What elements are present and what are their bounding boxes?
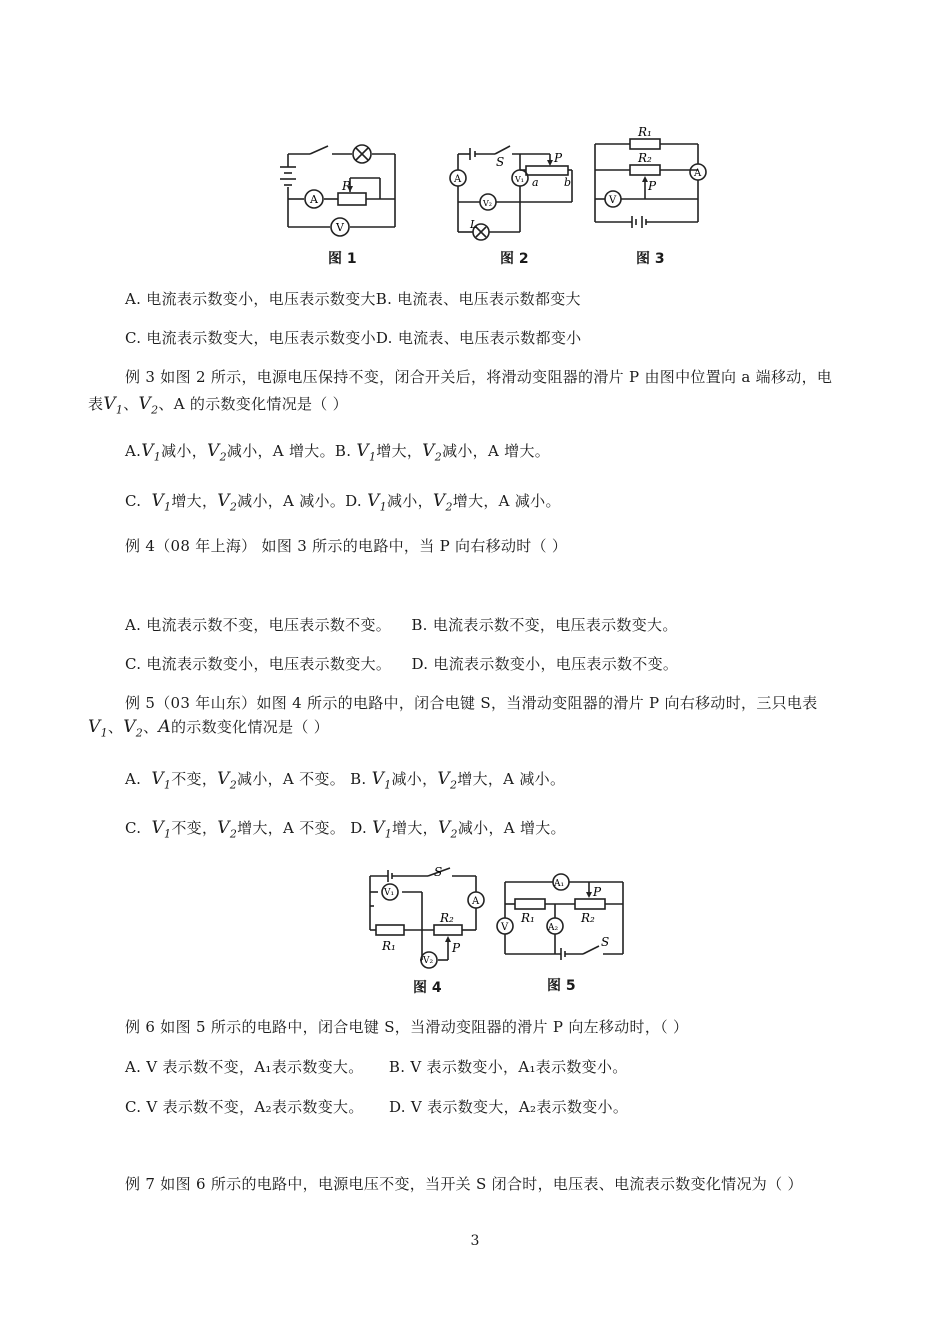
q6-option-b: B. V 表示数变小，A₁表示数变小。 bbox=[388, 1058, 628, 1076]
fig2-label-v2: V₂ bbox=[483, 199, 492, 208]
fig5-label-p: P bbox=[593, 885, 602, 899]
q6-option-a: A. V 表示数不变，A₁表示数变大。 bbox=[125, 1058, 364, 1076]
fig4-label-amm: A bbox=[472, 896, 480, 907]
fig5-label-a2: A₂ bbox=[548, 923, 559, 933]
figure-1 bbox=[270, 132, 410, 267]
fig4-label-r1: R₁ bbox=[382, 939, 396, 953]
q4-option-b: B. 电流表示数不变，电压表示数变大。 bbox=[411, 616, 678, 634]
symbol-v1: $V_1$ bbox=[151, 769, 172, 792]
symbol-a: A bbox=[158, 717, 171, 737]
q5-options-ab: A. $V_1$不变，$V_2$减小，A 不变。 B. $V_1$减小，$V_2$增大，A 减小。 bbox=[125, 769, 566, 792]
q6-options-row-2 bbox=[125, 1096, 628, 1117]
fig1-caption: 图 1 bbox=[328, 251, 357, 267]
fig5-label-v: V bbox=[501, 922, 509, 933]
q5-stem-post: 的示数变化情况是（ ） bbox=[170, 718, 330, 736]
symbol-v1: $V_1$ bbox=[141, 441, 162, 464]
fig3-caption: 图 3 bbox=[636, 251, 665, 267]
q2-option-a: A. 电流表示数变小，电压表示数变大 bbox=[125, 290, 376, 308]
figure-4 bbox=[362, 862, 494, 974]
q4-options-row-1 bbox=[125, 614, 678, 635]
q3-options-ab: $A.V_1$减小，$V_2$减小，A 增大。B. $V_1$增大，$V_2$减小，A 增大。 bbox=[125, 441, 551, 464]
q6-stem: 例 6 如图 5 所示的电路中，闭合电键 S，当滑动变阻器的滑片 P 向左移动时，（ ） bbox=[125, 1018, 689, 1036]
q4-options-row-2 bbox=[125, 653, 678, 674]
fig5-label-r1: R₁ bbox=[521, 911, 535, 925]
q3-stem-pre: 表 bbox=[88, 395, 104, 413]
fig2-caption: 图 2 bbox=[500, 251, 529, 267]
symbol-v1: $V_1$ bbox=[367, 491, 387, 514]
symbol-v2: $V_2$ bbox=[437, 818, 458, 841]
symbol-v1: $V_1$ bbox=[372, 818, 393, 841]
q7-stem: 例 7 如图 6 所示的电路中，电源电压不变，当开关 S 闭合时，电压表、电流表示数变化情况为（ ） bbox=[125, 1175, 803, 1193]
q6-option-d: D. V 表示数变大，A₂表示数变小。 bbox=[388, 1098, 629, 1116]
symbol-v2: $V_2$ bbox=[217, 818, 238, 841]
fig1-label-a: A bbox=[310, 193, 318, 206]
symbol-v1: $V_1$ bbox=[371, 769, 392, 792]
fig1-label-p: P bbox=[342, 179, 351, 193]
fig3-label-r1: R₁ bbox=[638, 125, 652, 139]
fig3-label-p: P bbox=[648, 179, 657, 193]
q4-option-a: A. 电流表示数不变，电压表示数不变。 bbox=[125, 616, 392, 634]
q2-option-c: C. 电流表示数变大，电压表示数变小 bbox=[125, 329, 376, 347]
fig2-label-l: L bbox=[470, 218, 478, 231]
figure-2 bbox=[440, 140, 590, 260]
fig5-label-r2: R₂ bbox=[581, 911, 595, 925]
fig3-label-r2: R₂ bbox=[638, 151, 652, 165]
fig5-caption: 图 5 bbox=[547, 978, 576, 994]
symbol-v1: $V_1$ bbox=[151, 491, 172, 514]
fig4-label-v1: V₁ bbox=[384, 888, 395, 898]
symbol-v2: $V_2$ bbox=[432, 491, 453, 514]
q2-option-b: B. 电流表、电压表示数都变大 bbox=[375, 290, 581, 308]
q5-options-cd: C. $V_1$不变，$V_2$增大，A 不变。 D. $V_1$增大，$V_2$减小，A 增大。 bbox=[125, 818, 566, 841]
symbol-v1: $V_1$ bbox=[88, 717, 108, 740]
fig2-label-amm: A bbox=[454, 174, 462, 185]
q4-option-d: D. 电流表示数变小，电压表示数不变。 bbox=[411, 655, 679, 673]
symbol-v2: $V_2$ bbox=[207, 441, 227, 464]
q6-option-c: C. V 表示数不变，A₂表示数变大。 bbox=[125, 1098, 364, 1116]
fig3-label-amm: A bbox=[694, 168, 702, 179]
q3-stem-line-2: 表$V_1$、$V_2$、A 的示数变化情况是（ ） bbox=[88, 394, 348, 417]
fig3-label-v: V bbox=[609, 195, 617, 206]
q6-options-row-1 bbox=[125, 1056, 628, 1077]
q4-option-c: C. 电流表示数变小，电压表示数变大。 bbox=[125, 655, 392, 673]
q3-options-cd: C. $V_1$增大，$V_2$减小，A 减小。D. $V_1$减小，$V_2$增大，A 减小。 bbox=[125, 491, 561, 514]
symbol-v2: $V_2$ bbox=[138, 394, 159, 417]
fig1-label-v: V bbox=[336, 221, 344, 234]
q2-option-d: D. 电流表、电压表示数都变小 bbox=[375, 329, 582, 347]
q4-stem: 例 4（08 年上海） 如图 3 所示的电路中，当 P 向右移动时（ ） bbox=[125, 537, 568, 555]
fig4-caption: 图 4 bbox=[413, 980, 442, 996]
fig2-label-b: b bbox=[564, 176, 572, 189]
fig4-label-r2: R₂ bbox=[440, 911, 454, 925]
q3-stem-post: 、A 的示数变化情况是（ ） bbox=[158, 395, 348, 413]
fig4-label-s: S bbox=[434, 865, 443, 879]
symbol-v1: $V_1$ bbox=[356, 441, 377, 464]
fig4-label-p: P bbox=[452, 941, 461, 955]
q2-options-row-2 bbox=[125, 327, 581, 348]
fig2-label-a: a bbox=[532, 176, 539, 189]
fig4-label-v2: V₂ bbox=[423, 956, 434, 966]
fig5-label-a1: A₁ bbox=[554, 879, 565, 889]
symbol-v1: $V_1$ bbox=[151, 818, 172, 841]
fig2-label-v1: V₁ bbox=[515, 175, 524, 184]
fig5-label-s: S bbox=[601, 935, 610, 949]
fig2-label-p: P bbox=[554, 151, 563, 165]
q3-stem-line-1: 例 3 如图 2 所示，电源电压保持不变，闭合开关后，将滑动变阻器的滑片 P 由图中位置向 a 端移动，电 bbox=[125, 368, 833, 386]
symbol-v2: $V_2$ bbox=[217, 491, 238, 514]
q2-options-row-1 bbox=[125, 288, 581, 309]
symbol-v2: $V_2$ bbox=[217, 769, 238, 792]
symbol-v2: $V_2$ bbox=[422, 441, 443, 464]
page-number: 3 bbox=[470, 1233, 480, 1249]
figure-5 bbox=[493, 868, 633, 968]
symbol-v2: $V_2$ bbox=[437, 769, 458, 792]
symbol-v1: $V_1$ bbox=[103, 394, 124, 417]
q5-stem-line-1: 例 5（03 年山东）如图 4 所示的电路中，闭合电键 S，当滑动变阻器的滑片 P 向右移动时，三只电表 bbox=[125, 694, 818, 712]
fig2-label-s: S bbox=[496, 155, 505, 169]
q5-stem-line-2: $V_1$、$V_2$、A的示数变化情况是（ ） bbox=[88, 717, 330, 740]
figure-3 bbox=[590, 124, 715, 234]
symbol-v2: $V_2$ bbox=[123, 717, 144, 740]
